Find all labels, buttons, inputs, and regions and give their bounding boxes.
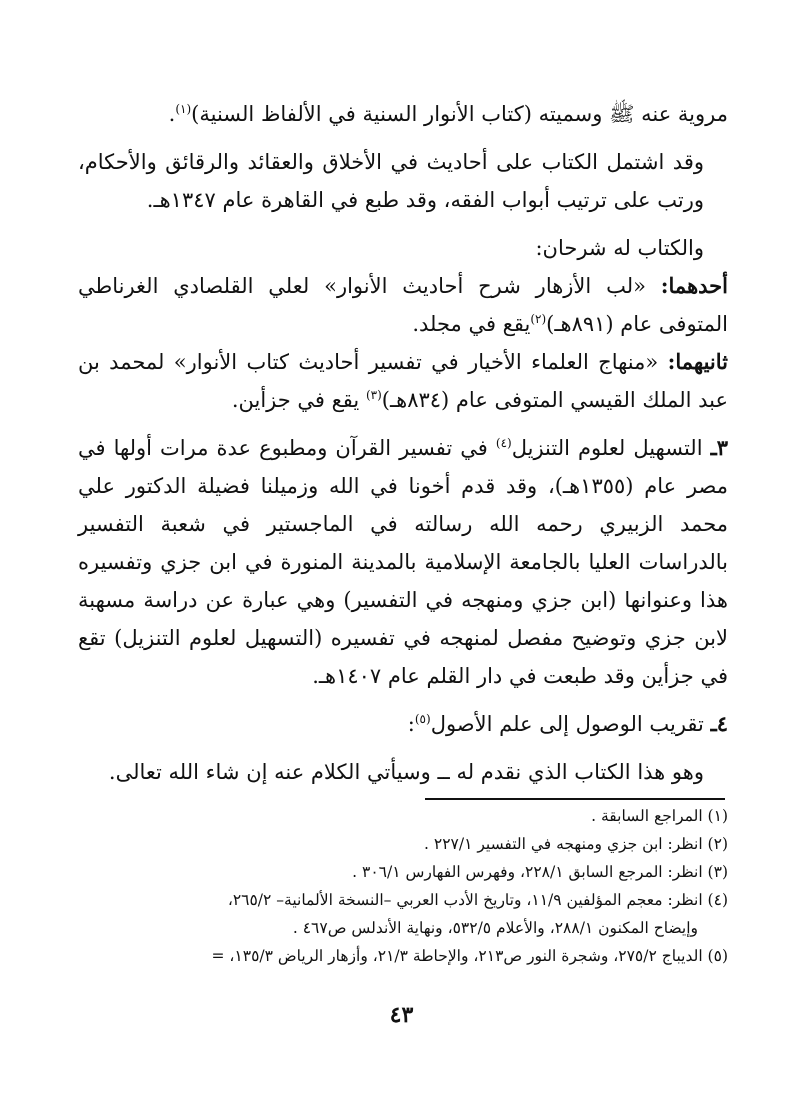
footnote-ref-2: (٢) — [530, 312, 547, 326]
paragraph-item-4: ٤ـ تقريب الوصول إلى علم الأصول$^{(٥)}$: — [407, 711, 728, 736]
footnote-ref-5: (٥) — [414, 712, 431, 726]
footnote-3: (٣) انظر: المرجع السابق ٢٢٨/١، وفهرس الفهارس ٣٠٦/١ . — [352, 863, 728, 881]
footnote-ref-1: (١) — [175, 102, 192, 116]
footnote-4-continuation: وإيضاح المكنون ٢٨٨/١، والأعلام ٥٣٢/٥، ونهاية الأندلس ص٤٦٧ . — [292, 919, 698, 937]
first-label: أحدهما: — [660, 273, 728, 298]
paragraph-second-commentary: ثانيهما: «منهاج العلماء الأخيار في تفسير أحاديث كتاب الأنوار» لمحمد بن عبد الملك القيسي المتوفى عام (٨٣٤هـ)$^{(٣)}$ يقع في جزأين. — [78, 349, 728, 412]
paragraph-commentaries: والكتاب له شرحان: — [535, 236, 704, 260]
second-label: ثانيهما: — [667, 349, 728, 374]
footnote-5: (٥) الديباج ٢٧٥/٢، وشجرة النور ص٢١٣، والإحاطة ٢١/٣، وأزهار الرياض ١٣٥/٣، = — [211, 947, 728, 965]
footnote-4: (٤) انظر: معجم المؤلفين ١١/٩، وتاريخ الأدب العربي –النسخة الألمانية– ٢٦٥/٢، — [227, 891, 728, 909]
footnote-ref-4: (٤) — [495, 436, 512, 450]
main-text — [78, 95, 728, 791]
footnotes — [78, 802, 728, 970]
item-4-number: ٤ـ — [710, 711, 728, 736]
paragraph-first-commentary: أحدهما: «لب الأزهار شرح أحاديث الأنوار» لعلي القلصادي الغرناطي المتوفى عام (٨٩١هـ)$^{(٢)}$يقع في مجلد. — [78, 273, 728, 336]
page-number: ٤٣ — [389, 1002, 414, 1028]
footnote-1: (١) المراجع السابقة . — [591, 807, 728, 825]
paragraph-item-3: ٣ـ التسهيل لعلوم التنزيل$^{(٤)}$ في تفسير القرآن ومطبوع عدة مرات أولها في مصر عام (١٣٥٥هـ)، وقد قدم أخونا في الله وزميلنا فضيلة الدكتور علي محمد الزبيري رحمه الله رسالته في الماجستير في شعبة التفسير بالدراسات العليا بالجامعة الإسلامية بالمدينة المنورة في ابن جزي وتفسيره هذا وعنوانها (ابن جزي ومنهجه في التفسير) وهي عبارة عن دراسة مسهبة لابن جزي وتوضيح مفصل لمنهجه في تفسيره (التسهيل لعلوم التنزيل) تقع في جزأين وقد طبعت في دار القلم عام ١٤٠٧هـ. — [78, 435, 729, 688]
paragraph-this-book: وهو هذا الكتاب الذي نقدم له ــ وسيأتي الكلام عنه إن شاء الله تعالى. — [108, 760, 704, 784]
footnote-separator — [425, 798, 725, 800]
item-3-number: ٣ـ — [710, 435, 729, 460]
paragraph-intro: مروية عنه ﷺ وسميته (كتاب الأنوار السنية في الألفاظ السنية)$^{(١)}$. — [168, 102, 728, 126]
paragraph-book-content: وقد اشتمل الكتاب على أحاديث في الأخلاق والعقائد والرقائق والأحكام، ورتب على ترتيب أبواب الفقه، وقد طبع في القاهرة عام ١٣٤٧هـ. — [78, 150, 704, 212]
footnote-2: (٢) انظر: ابن جزي ومنهجه في التفسير ٢٢٧/١ . — [424, 835, 728, 853]
footnote-ref-3: (٣) — [365, 388, 382, 402]
